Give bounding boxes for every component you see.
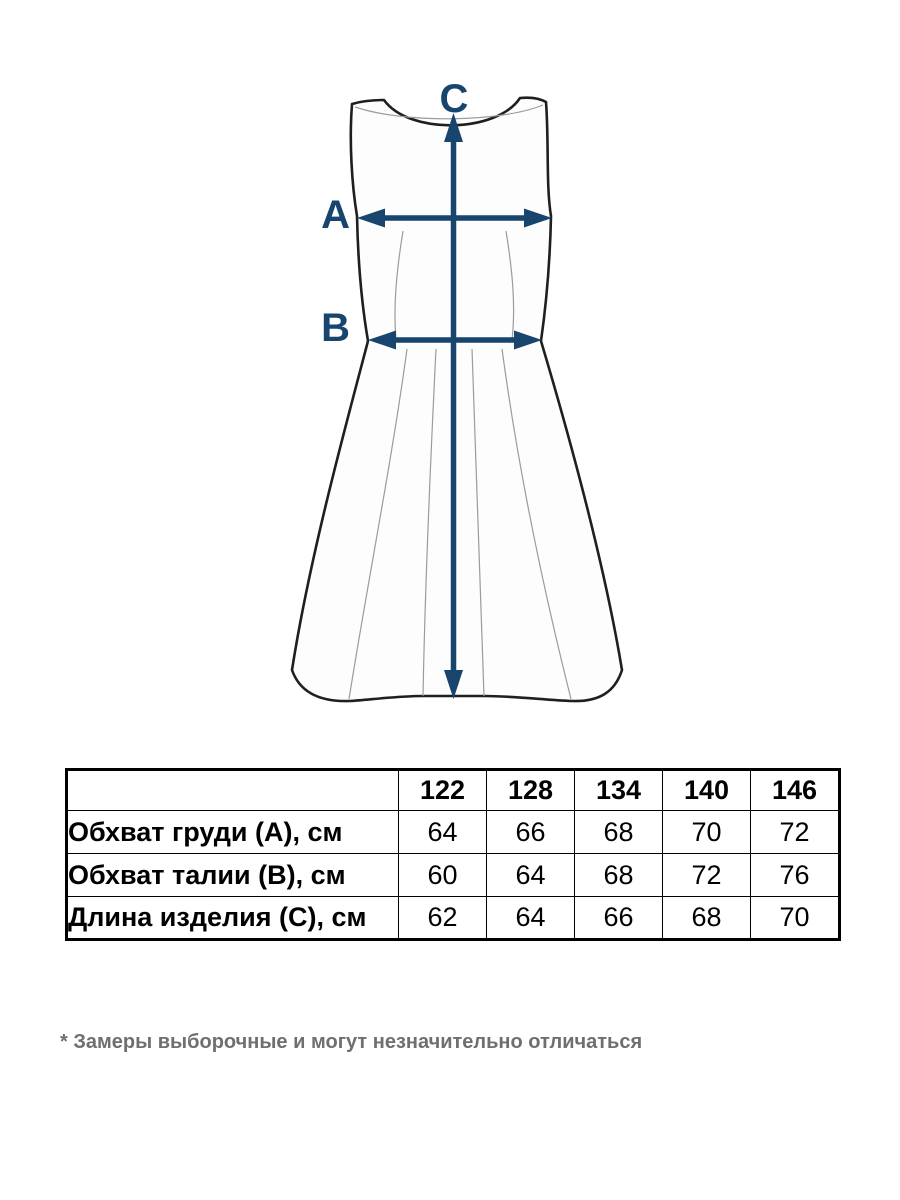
dress-outline (292, 98, 622, 701)
size-table-header-row (67, 770, 840, 811)
table-row-waist (67, 854, 840, 897)
size-table (65, 768, 841, 941)
measure-label-b: B (321, 306, 350, 350)
size-column-header: 122 (399, 770, 487, 811)
table-cell: 70 (663, 811, 751, 854)
corner-cell (67, 770, 399, 811)
row-label-length: Длина изделия (C), см (67, 897, 399, 940)
size-column-header: 140 (663, 770, 751, 811)
row-label-chest: Обхват груди (A), см (67, 811, 399, 854)
table-cell: 68 (575, 811, 663, 854)
table-row-length (67, 897, 840, 940)
table-cell: 62 (399, 897, 487, 940)
measure-label-c: C (439, 77, 469, 121)
table-cell: 76 (751, 854, 840, 897)
table-cell: 72 (751, 811, 840, 854)
table-cell: 64 (399, 811, 487, 854)
table-cell: 68 (663, 897, 751, 940)
size-column-header: 128 (487, 770, 575, 811)
table-cell: 66 (575, 897, 663, 940)
measurement-disclaimer: * Замеры выборочные и могут незначительно отличаться (60, 1031, 643, 1053)
measure-label-a: A (321, 193, 350, 237)
table-cell: 72 (663, 854, 751, 897)
row-label-waist: Обхват талии (B), см (67, 854, 399, 897)
table-cell: 60 (399, 854, 487, 897)
table-cell: 64 (487, 897, 575, 940)
size-column-header: 146 (751, 770, 840, 811)
table-cell: 66 (487, 811, 575, 854)
table-cell: 70 (751, 897, 840, 940)
size-column-header: 134 (575, 770, 663, 811)
table-cell: 64 (487, 854, 575, 897)
table-cell: 68 (575, 854, 663, 897)
table-row-chest (67, 811, 840, 854)
